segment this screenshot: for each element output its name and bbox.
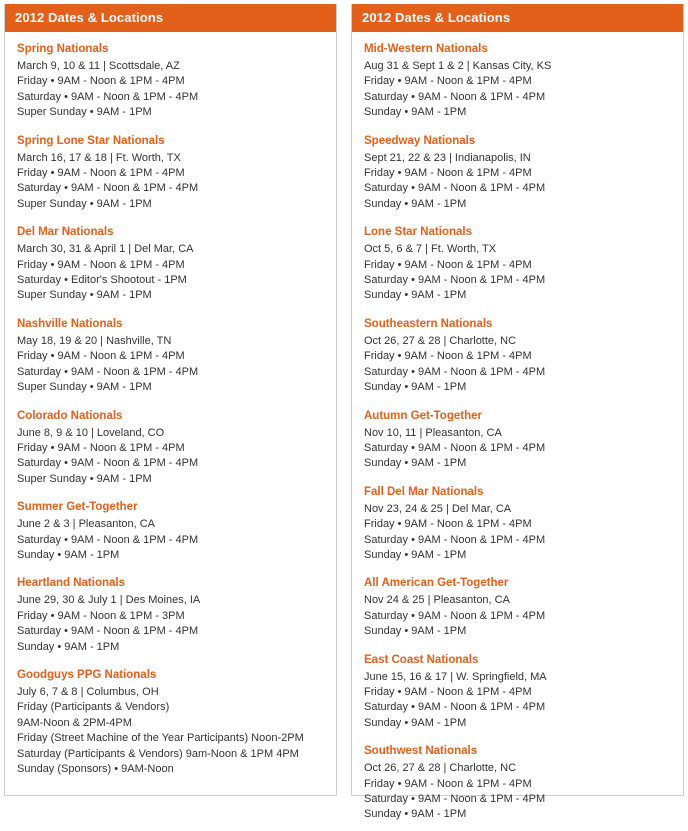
event-date-location: Aug 31 & Sept 1 & 2 | Kansas City, KS	[364, 60, 552, 72]
event-date-location: July 6, 7 & 8 | Columbus, OH	[17, 685, 159, 698]
event-schedule-line: Super Sunday • 9AM - 1PM	[17, 381, 152, 394]
event-schedule-line: Saturday • 9AM - Noon & 1PM - 4PM	[364, 365, 546, 378]
event-entry	[17, 668, 328, 777]
event-title: Goodguys PPG Nationals	[17, 668, 157, 681]
column-body-left	[5, 32, 336, 785]
event-entry	[364, 409, 675, 472]
event-title: Mid-Western Nationals	[364, 43, 488, 55]
event-schedule-line: Friday (Participants & Vendors)	[17, 701, 170, 714]
event-schedule-line: Saturday • 9AM - Noon & 1PM - 4PM	[17, 625, 199, 638]
event-schedule-line: Sunday (Sponsors) • 9AM-Noon	[17, 763, 174, 775]
event-title: Nashville Nationals	[17, 317, 123, 330]
event-date-location: March 16, 17 & 18 | Ft. Worth, TX	[17, 151, 181, 164]
event-schedule-line: Super Sunday • 9AM - 1PM	[17, 106, 152, 119]
event-entry	[364, 225, 675, 304]
event-schedule-line: Sunday • 9AM - 1PM	[364, 625, 467, 638]
event-schedule-line: Friday • 9AM - Noon & 1PM - 4PM	[364, 258, 532, 271]
event-schedule-line: Saturday • 9AM - Noon & 1PM - 4PM	[364, 90, 546, 103]
event-schedule-line: Friday • 9AM - Noon & 1PM - 4PM	[364, 685, 532, 698]
event-schedule-line: Saturday • 9AM - Noon & 1PM - 4PM	[364, 533, 546, 546]
column-body-right	[352, 32, 683, 831]
event-schedule-line: Friday • 9AM - Noon & 1PM - 4PM	[17, 258, 185, 271]
event-entry	[17, 42, 328, 121]
event-schedule-line: Saturday (Participants & Vendors) 9am-Noon & 1PM 4PM	[17, 747, 299, 760]
event-schedule-line: Super Sunday • 9AM - 1PM	[17, 197, 152, 210]
event-schedule-line: Saturday • 9AM - Noon & 1PM - 4PM	[17, 533, 199, 546]
event-schedule-line: Sunday • 9AM - 1PM	[364, 381, 467, 394]
event-entry	[364, 42, 675, 121]
event-schedule-line: Saturday • 9AM - Noon & 1PM - 4PM	[364, 793, 546, 805]
event-schedule-line: Saturday • 9AM - Noon & 1PM - 4PM	[364, 609, 546, 622]
event-schedule-line: Sunday • 9AM - 1PM	[17, 548, 120, 561]
event-schedule-line: 9AM-Noon & 2PM-4PM	[17, 716, 132, 729]
event-date-location: Oct 26, 27 & 28 | Charlotte, NC	[364, 334, 517, 347]
event-schedule-line: Sunday • 9AM - 1PM	[364, 548, 467, 561]
event-title: Heartland Nationals	[17, 577, 125, 590]
event-title: Del Mar Nationals	[17, 226, 114, 239]
event-entry	[17, 317, 328, 396]
event-entry	[364, 317, 675, 396]
event-schedule-line: Friday • 9AM - Noon & 1PM - 4PM	[364, 350, 532, 363]
event-schedule-line: Friday • 9AM - Noon & 1PM - 4PM	[17, 350, 185, 363]
event-date-location: June 15, 16 & 17 | W. Springfield, MA	[364, 670, 547, 683]
event-date-location: May 18, 19 & 20 | Nashville, TN	[17, 334, 172, 347]
event-date-location: March 9, 10 & 11 | Scottsdale, AZ	[17, 60, 180, 72]
event-entry	[17, 576, 328, 655]
event-title: Autumn Get-Together	[364, 409, 482, 422]
event-schedule-line: Saturday • 9AM - Noon & 1PM - 4PM	[17, 182, 199, 195]
event-title: All American Get-Together	[364, 577, 509, 590]
event-title: Lone Star Nationals	[364, 226, 472, 239]
schedule-column-left	[4, 4, 337, 796]
event-entry	[17, 500, 328, 563]
event-entry	[364, 744, 675, 823]
event-schedule-line: Sunday • 9AM - 1PM	[364, 106, 467, 119]
event-schedule-line: Friday • 9AM - Noon & 1PM - 4PM	[364, 75, 532, 88]
event-date-location: Oct 5, 6 & 7 | Ft. Worth, TX	[364, 243, 497, 256]
event-title: Southwest Nationals	[364, 745, 478, 758]
event-schedule-line: Sunday • 9AM - 1PM	[364, 457, 467, 470]
event-title: Colorado Nationals	[17, 409, 123, 422]
event-entry	[364, 485, 675, 564]
event-schedule-line: Friday • 9AM - Noon & 1PM - 4PM	[17, 75, 185, 88]
event-date-location: June 29, 30 & July 1 | Des Moines, IA	[17, 594, 201, 607]
event-schedule-line: Friday • 9AM - Noon & 1PM - 4PM	[364, 777, 532, 790]
event-schedule-line: Friday • 9AM - Noon & 1PM - 3PM	[17, 609, 185, 622]
event-schedule-line: Saturday • 9AM - Noon & 1PM - 4PM	[364, 274, 546, 287]
event-schedule-line: Saturday • 9AM - Noon & 1PM - 4PM	[364, 441, 546, 454]
event-entry	[17, 409, 328, 488]
event-date-location: Nov 24 & 25 | Pleasanton, CA	[364, 594, 510, 607]
event-schedule-line: Saturday • 9AM - Noon & 1PM - 4PM	[17, 457, 199, 470]
event-entry	[17, 134, 328, 213]
column-header-left: 2012 Dates & Locations	[5, 4, 336, 32]
column-header-right: 2012 Dates & Locations	[352, 4, 683, 32]
event-title: East Coast Nationals	[364, 653, 479, 666]
event-title: Summer Get-Together	[17, 501, 138, 514]
schedule-column-right	[351, 4, 684, 821]
event-title: Speedway Nationals	[364, 134, 476, 147]
event-date-location: June 8, 9 & 10 | Loveland, CO	[17, 426, 165, 439]
event-date-location: Nov 23, 24 & 25 | Del Mar, CA	[364, 502, 512, 515]
event-entry	[364, 576, 675, 639]
event-schedule-line: Super Sunday • 9AM - 1PM	[17, 289, 152, 302]
event-schedule-line: Friday • 9AM - Noon & 1PM - 4PM	[17, 167, 185, 180]
event-title: Southeastern Nationals	[364, 317, 493, 330]
event-schedule-line: Friday • 9AM - Noon & 1PM - 4PM	[364, 518, 532, 531]
event-date-location: June 2 & 3 | Pleasanton, CA	[17, 518, 155, 531]
event-schedule-line: Friday • 9AM - Noon & 1PM - 4PM	[364, 167, 532, 180]
event-schedule-line: Sunday • 9AM - 1PM	[364, 716, 467, 729]
event-schedule-line: Sunday • 9AM - 1PM	[364, 808, 467, 821]
event-schedule-line: Friday • 9AM - Noon & 1PM - 4PM	[17, 441, 185, 454]
event-schedule-line: Saturday • Editor's Shootout - 1PM	[17, 274, 187, 287]
event-date-location: Sept 21, 22 & 23 | Indianapolis, IN	[364, 151, 531, 164]
event-title: Spring Lone Star Nationals	[17, 134, 165, 147]
event-entry	[364, 134, 675, 213]
event-title: Fall Del Mar Nationals	[364, 485, 484, 498]
event-schedule-line: Saturday • 9AM - Noon & 1PM - 4PM	[17, 365, 199, 378]
event-schedule-line: Saturday • 9AM - Noon & 1PM - 4PM	[17, 90, 199, 103]
event-schedule-line: Sunday • 9AM - 1PM	[17, 640, 120, 653]
event-date-location: Oct 26, 27 & 28 | Charlotte, NC	[364, 762, 517, 775]
event-schedule-line: Saturday • 9AM - Noon & 1PM - 4PM	[364, 701, 546, 714]
event-date-location: Nov 10, 11 | Pleasanton, CA	[364, 426, 502, 439]
event-entry	[17, 225, 328, 304]
event-title: Spring Nationals	[17, 43, 109, 55]
event-date-location: March 30, 31 & April 1 | Del Mar, CA	[17, 243, 194, 256]
event-schedule-line: Friday (Street Machine of the Year Participants) Noon-2PM	[17, 732, 304, 745]
event-entry	[364, 653, 675, 732]
event-schedule-line: Super Sunday • 9AM - 1PM	[17, 472, 152, 485]
event-schedule-line: Saturday • 9AM - Noon & 1PM - 4PM	[364, 182, 546, 195]
event-schedule-line: Sunday • 9AM - 1PM	[364, 289, 467, 302]
event-schedule-line: Sunday • 9AM - 1PM	[364, 197, 467, 210]
